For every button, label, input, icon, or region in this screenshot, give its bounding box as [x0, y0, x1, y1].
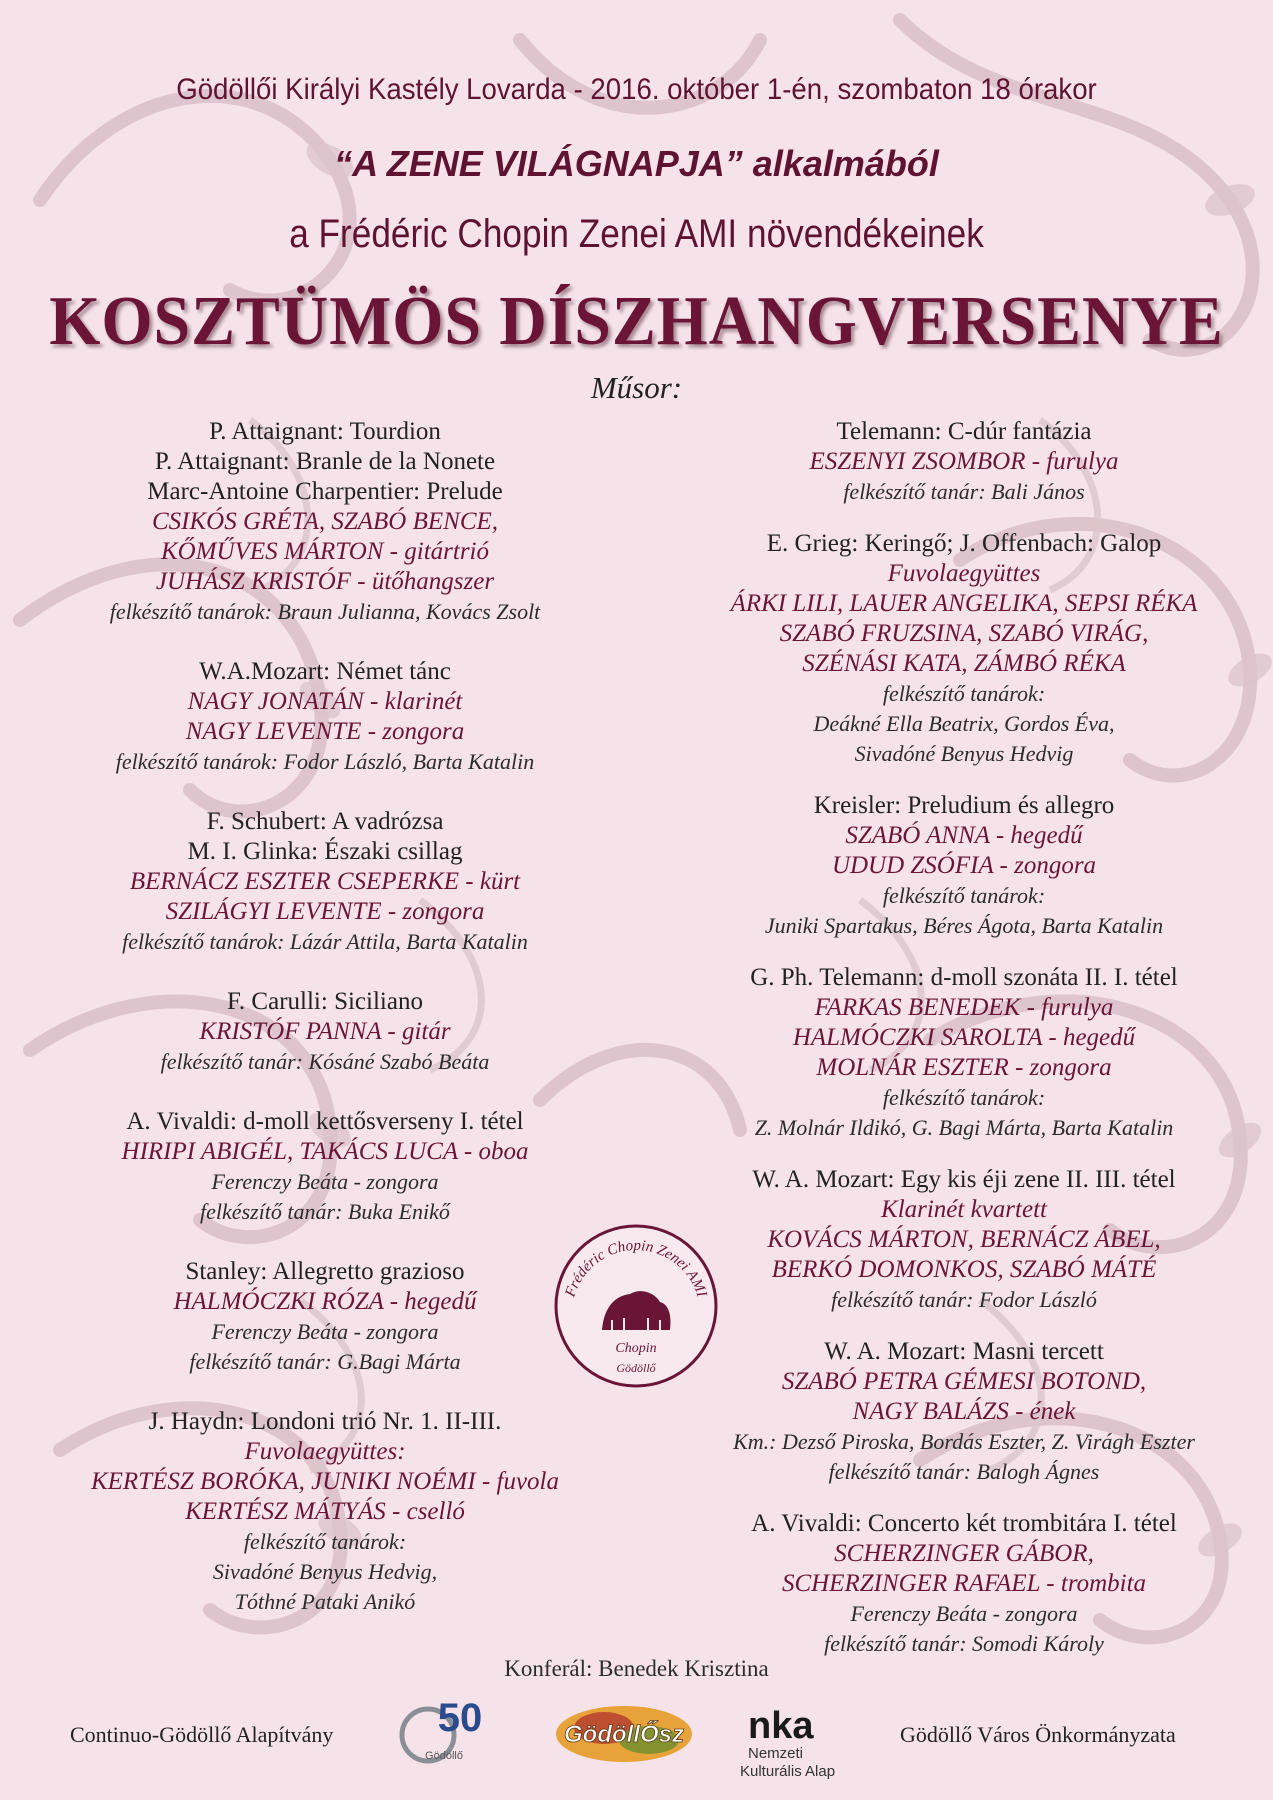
nka-line1: Nemzeti	[748, 1745, 804, 1762]
teacher-line: felkészítő tanár: Balogh Ágnes	[828, 1459, 1100, 1484]
teacher-line: felkészítő tanárok:	[882, 1085, 1046, 1110]
teacher-line: Tóthné Pataki Anikó	[234, 1589, 416, 1614]
sponsor-city-council: Gödöllő Város Önkormányzata	[900, 1722, 1176, 1747]
performer-line: Klarinét kvartett	[881, 1196, 1047, 1223]
teacher-line: felkészítő tanár: Fodor László	[831, 1287, 1097, 1312]
performer-line: NAGY BALÁZS - ének	[852, 1398, 1076, 1425]
piece-title: Marc-Antoine Charpentier: Prelude	[147, 478, 503, 505]
teacher-line: felkészítő tanárok: Fodor László, Barta Katalin	[115, 749, 535, 774]
seal-signature: Chopin	[615, 1341, 657, 1356]
teacher-line: felkészítő tanár: G.Bagi Márta	[189, 1349, 461, 1374]
program-item	[45, 1257, 605, 1377]
program-item	[45, 807, 605, 957]
logo-osz-text: GödöllŐsz	[564, 1721, 684, 1748]
sponsor-continuo: Continuo-Gödöllő Alapítvány	[70, 1722, 334, 1747]
performer-line: Fuvolaegyüttes	[887, 560, 1041, 587]
program-item	[680, 1337, 1248, 1487]
program-item	[680, 791, 1248, 941]
logo-50-number: 50	[437, 1696, 483, 1740]
venue-and-date: Gödöllői Királyi Kastély Lovarda - 2016. október 1-én, szombaton 18 órakor	[176, 73, 1097, 106]
subtitle: a Frédéric Chopin Zenei AMI növendékeinek	[289, 212, 984, 256]
performer-line: KERTÉSZ MÁTYÁS - cselló	[185, 1498, 465, 1525]
performer-line: SZABÓ PETRA GÉMESI BOTOND,	[781, 1368, 1147, 1395]
performer-line: HIRIPI ABIGÉL, TAKÁCS LUCA - oboa	[121, 1138, 529, 1165]
school-seal-logo	[552, 1222, 720, 1390]
performer-line: ÁRKI LILI, LAUER ANGELIKA, SEPSI RÉKA	[730, 590, 1198, 617]
teacher-line: felkészítő tanár: Bali János	[843, 479, 1085, 504]
performer-line: BERNÁCZ ESZTER CSEPERKE - kürt	[129, 868, 521, 895]
program-item	[680, 1509, 1248, 1659]
performer-line: NAGY JONATÁN - klarinét	[187, 688, 463, 715]
host-line: Konferál: Benedek Krisztina	[504, 1656, 769, 1681]
program-item	[45, 657, 605, 777]
teacher-line: Deákné Ella Beatrix, Gordos Éva,	[813, 711, 1115, 736]
teacher-line: felkészítő tanárok:	[882, 681, 1046, 706]
teacher-line: felkészítő tanárok:	[243, 1529, 407, 1554]
piece-title: F. Schubert: A vadrózsa	[206, 808, 444, 835]
piece-title: P. Attaignant: Branle de la Nonete	[154, 448, 496, 475]
performer-line: SZABÓ FRUZSINA, SZABÓ VIRÁG,	[779, 620, 1149, 647]
piece-title: A. Vivaldi: d-moll kettősverseny I. tétel	[126, 1108, 524, 1135]
page-title: KOSZTÜMÖS DÍSZHANGVERSENYE	[49, 283, 1224, 360]
performer-line: SZILÁGYI LEVENTE - zongora	[165, 898, 485, 925]
piece-title: G. Ph. Telemann: d-moll szonáta II. I. tétel	[750, 964, 1178, 991]
program-item	[45, 987, 605, 1077]
teacher-line: Ferenczy Beáta - zongora	[211, 1169, 439, 1194]
teacher-line: felkészítő tanárok:	[882, 883, 1046, 908]
godollo-50-logo	[398, 1693, 508, 1765]
piece-title: W. A. Mozart: Egy kis éji zene II. III. tétel	[752, 1166, 1176, 1193]
performer-line: KERTÉSZ BORÓKA, JUNIKI NOÉMI - fuvola	[90, 1468, 559, 1495]
teacher-line: Juniki Spartakus, Béres Ágota, Barta Katalin	[764, 913, 1164, 938]
piece-title: Kreisler: Preludium és allegro	[813, 792, 1115, 819]
performer-line: Fuvolaegyüttes:	[244, 1438, 406, 1465]
seal-ring-text: Frédéric Chopin Zenei AMI	[562, 1237, 710, 1299]
teacher-line: felkészítő tanár: Buka Enikő	[200, 1199, 450, 1224]
logo-50-city: Gödöllő	[425, 1750, 463, 1762]
teacher-line: felkészítő tanárok: Lázár Attila, Barta Katalin	[122, 929, 528, 954]
piece-title: E. Grieg: Keringő; J. Offenbach: Galop	[766, 530, 1162, 557]
piece-title: Telemann: C-dúr fantázia	[836, 418, 1092, 445]
occasion-line: “A ZENE VILÁGNAPJA” alkalmából	[334, 143, 939, 184]
piece-title: W.A.Mozart: Német tánc	[199, 658, 451, 685]
teacher-line: Ferenczy Beáta - zongora	[211, 1319, 439, 1344]
piece-title: F. Carulli: Siciliano	[227, 988, 423, 1015]
teacher-line: felkészítő tanárok: Braun Julianna, Kovács Zsolt	[109, 599, 541, 624]
teacher-line: Sivadóné Benyus Hedvig	[854, 741, 1074, 766]
piece-title: W. A. Mozart: Masni tercett	[824, 1338, 1104, 1365]
performer-line: NAGY LEVENTE - zongora	[185, 718, 465, 745]
teacher-line: felkészítő tanár: Kósáné Szabó Beáta	[160, 1049, 490, 1074]
performer-line: FARKAS BENEDEK - furulya	[814, 994, 1114, 1021]
program-label: Műsor:	[590, 370, 683, 405]
performer-line: SCHERZINGER RAFAEL - trombita	[781, 1570, 1147, 1597]
performer-line: ESZENYI ZSOMBOR - furulya	[809, 448, 1119, 475]
teacher-line: Km.: Dezső Piroska, Bordás Eszter, Z. Virágh Eszter	[733, 1429, 1195, 1454]
piece-title: Stanley: Allegretto grazioso	[185, 1258, 465, 1285]
godollosz-logo	[554, 1700, 694, 1766]
program-item	[45, 1107, 605, 1227]
performer-line: KŐMŰVES MÁRTON - gitártrió	[160, 538, 489, 565]
teacher-line: Z. Molnár Ildikó, G. Bagi Márta, Barta Katalin	[754, 1115, 1174, 1140]
performer-line: SZÉNÁSI KATA, ZÁMBÓ RÉKA	[802, 650, 1126, 677]
piece-title: M. I. Glinka: Északi csillag	[187, 838, 463, 865]
performer-line: HALMÓCZKI RÓZA - hegedű	[173, 1288, 477, 1315]
performer-line: SZABÓ ANNA - hegedű	[845, 822, 1083, 849]
program-item	[680, 1165, 1248, 1315]
teacher-line: Sivadóné Benyus Hedvig,	[212, 1559, 438, 1584]
performer-line: JUHÁSZ KRISTÓF - ütőhangszer	[155, 568, 495, 595]
seal-city: Gödöllő	[616, 1361, 656, 1375]
program-column-left	[45, 417, 605, 1617]
performer-line: MOLNÁR ESZTER - zongora	[816, 1054, 1112, 1081]
program-item	[45, 417, 605, 627]
program-item	[680, 529, 1248, 769]
nka-line2: Kulturális Alap	[740, 1763, 836, 1780]
performer-line: HALMÓCZKI SAROLTA - hegedű	[792, 1024, 1136, 1051]
piece-title: J. Haydn: Londoni trió Nr. 1. II-III.	[148, 1408, 502, 1435]
teacher-line: Ferenczy Beáta - zongora	[850, 1601, 1078, 1626]
performer-line: BERKÓ DOMONKOS, SZABÓ MÁTÉ	[771, 1256, 1157, 1283]
program-item	[680, 417, 1248, 507]
performer-line: KRISTÓF PANNA - gitár	[199, 1018, 451, 1045]
performer-line: KOVÁCS MÁRTON, BERNÁCZ ÁBEL,	[767, 1226, 1161, 1253]
nka-logo	[740, 1700, 860, 1785]
performer-line: SCHERZINGER GÁBOR,	[834, 1540, 1094, 1567]
piece-title: P. Attaignant: Tourdion	[209, 418, 441, 445]
nka-abbr: nka	[748, 1705, 814, 1747]
performer-line: CSIKÓS GRÉTA, SZABÓ BENCE,	[151, 508, 499, 535]
teacher-line: felkészítő tanár: Somodi Károly	[824, 1631, 1104, 1656]
program-item	[680, 963, 1248, 1143]
performer-line: UDUD ZSÓFIA - zongora	[831, 852, 1097, 879]
piece-title: A. Vivaldi: Concerto két trombitára I. tétel	[751, 1510, 1177, 1537]
program-item	[45, 1407, 605, 1617]
program-column-right	[680, 417, 1248, 1659]
